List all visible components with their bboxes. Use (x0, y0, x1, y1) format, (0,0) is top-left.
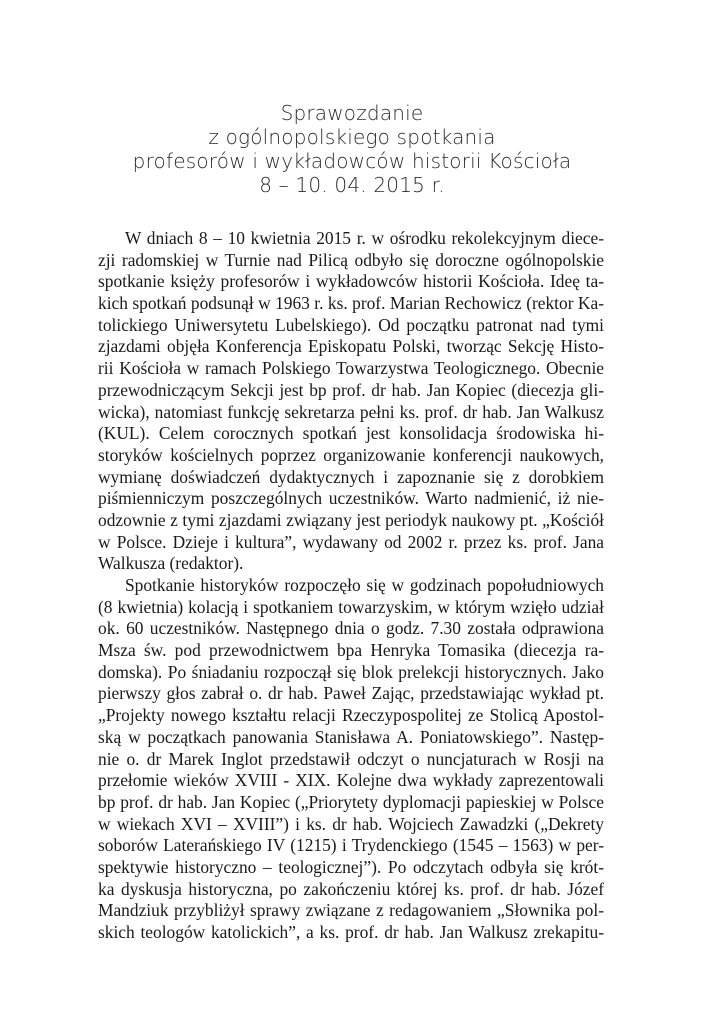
text-line: przewodniczącym Sekcji jest bp prof. dr hab. Jan Kopiec (diecezja gli- (98, 379, 604, 400)
text-line: ok. 60 uczestników. Następnego dnia o godz. 7.30 została odprawiona (98, 618, 604, 639)
report-body (98, 228, 604, 944)
text-line: soborów Laterańskiego IV (1215) i Trydenckiego (1545 – 1563) w per- (98, 835, 604, 856)
text-line: (KUL). Celem corocznych spotkań jest konsolidacja środowiska hi- (98, 423, 604, 444)
text-line: przełomie wieków XVIII - XIX. Kolejne dwa wykłady zaprezentowali (98, 770, 604, 791)
text-line: wicka), natomiast funkcję sekretarza pełni ks. prof. dr hab. Jan Walkusz (98, 401, 604, 422)
title-line: profesorów i wykładowców historii Kościoła (132, 149, 572, 173)
text-line: wymianę doświadczeń dydaktycznych i zapoznanie się z dorobkiem (98, 466, 604, 487)
text-line: storyków kościelnych poprzez organizowanie konferencji naukowych, (98, 444, 604, 465)
text-line: rii Kościoła w ramach Polskiego Towarzystwa Teologicznego. Obecnie (98, 358, 604, 379)
title-date-line: 8 – 10. 04. 2015 r. (259, 173, 445, 197)
text-line: nie o. dr Marek Inglot przedstawił odczyt o nuncjaturach w Rosji na (98, 748, 604, 769)
text-line: Msza św. pod przewodnictwem bpa Henryka Tomasika (diecezja ra- (98, 640, 604, 661)
text-line: skich teologów katolickich”, a ks. prof. dr hab. Jan Walkusz zrekapitu- (98, 922, 604, 942)
text-line: ską w początkach panowania Stanisława A. Poniatowskiego”. Następ- (98, 726, 604, 747)
text-line: kich spotkań podsunął w 1963 r. ks. prof. Marian Rechowicz (rektor Ka- (98, 293, 604, 314)
text-line: zji radomskiej w Turnie nad Pilicą odbyło się doroczne ogólnopolskie (98, 249, 604, 270)
text-line: w wiekach XVI – XVIII”) i ks. dr hab. Wojciech Zawadzki („Dekrety (98, 813, 604, 834)
title-line: z ogólnopolskiego spotkania (208, 125, 496, 149)
text-line: „Projekty nowego kształtu relacji Rzeczypospolitej ze Stolicą Apostol- (98, 705, 604, 726)
text-line: Mandziuk przybliżył sprawy związane z redagowaniem „Słownika pol- (98, 900, 604, 921)
text-line: w Polsce. Dzieje i kultura”, wydawany od 2002 r. przez ks. prof. Jana (98, 531, 604, 552)
text-line: tolickiego Uniwersytetu Lubelskiego). Od początku patronat nad tymi (98, 314, 604, 335)
title-line: Sprawozdanie (280, 101, 424, 125)
text-line: zjazdami objęła Konferencja Episkopatu Polski, tworząc Sekcję Histo- (98, 336, 604, 357)
text-line: bp prof. dr hab. Jan Kopiec („Priorytety dyplomacji papieskiej w Polsce (98, 791, 604, 812)
text-line: ka dyskusja historyczna, po zakończeniu której ks. prof. dr hab. Józef (98, 878, 604, 899)
text-line: domska). Po śniadaniu rozpoczął się blok prelekcji historycznych. Jako (98, 661, 604, 682)
paragraph-2-first-line: Spotkanie historyków rozpoczęło się w godzinach popołudniowych (125, 575, 604, 595)
text-line: piśmienniczym poszczególnych uczestników. Warto nadmienić, iż nie- (98, 488, 604, 509)
report-title (0, 101, 704, 197)
text-line: pierwszy głos zabrał o. dr hab. Paweł Zając, przedstawiając wykład pt. (98, 683, 604, 704)
text-line: spotkanie księży profesorów i wykładowców historii Kościoła. Ideę ta- (98, 271, 604, 292)
paragraph-1-last-line: Walkusza (redaktor). (98, 553, 244, 574)
paragraph-1-first-line: W dniach 8 – 10 kwietnia 2015 r. w ośrodku rekolekcyjnym diece- (125, 228, 604, 248)
text-line: odzownie z tymi zjazdami związany jest periodyk naukowy pt. „Kościół (98, 509, 604, 530)
text-line: (8 kwietnia) kolacją i spotkaniem towarzyskim, w którym wzięło udział (98, 596, 604, 617)
text-line: spektywie historyczno – teologicznej”). Po odczytach odbyła się krót- (98, 856, 604, 877)
